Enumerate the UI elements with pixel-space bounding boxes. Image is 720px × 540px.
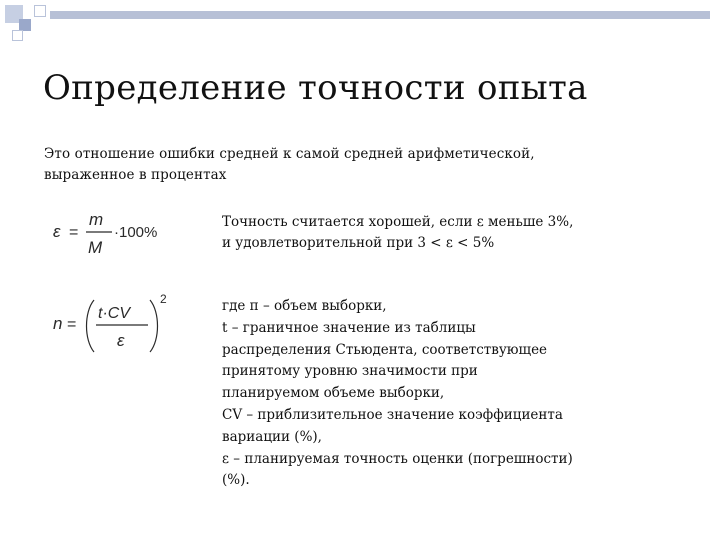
definition-line: Это отношение ошибки средней к самой средней арифметической, xyxy=(44,146,535,162)
formula-equals: = xyxy=(67,316,77,333)
formula-denominator: M xyxy=(88,238,103,257)
formula-legend xyxy=(222,296,573,492)
legend-line: ε – планируемая точность оценки (погрешности) xyxy=(222,450,573,467)
formula-lhs: ε xyxy=(53,222,61,241)
legend-line: CV – приблизительное значение коэффициента xyxy=(222,406,563,423)
legend-line: вариации (%), xyxy=(222,428,322,445)
sample-size-formula xyxy=(50,290,190,360)
accuracy-formula xyxy=(50,203,200,261)
definition-text xyxy=(44,144,535,186)
formula-equals: = xyxy=(69,224,79,241)
legend-line: (%). xyxy=(222,472,250,489)
quality-line: и удовлетворительной при 3 < ε < 5% xyxy=(222,235,495,251)
formula-lhs: n xyxy=(53,314,63,333)
formula-numerator: m xyxy=(89,210,104,229)
legend-line: распределения Стьюдента, соответствующее xyxy=(222,341,548,358)
accuracy-quality-note xyxy=(222,212,573,254)
definition-line: выраженное в процентах xyxy=(44,167,227,183)
left-paren xyxy=(87,300,95,352)
formula-multiplier: ·100% xyxy=(114,224,158,241)
formula-numerator: t·CV xyxy=(98,305,130,322)
legend-line: t – граничное значение из таблицы xyxy=(222,319,476,336)
slide-title: Определение точности опыта xyxy=(43,68,588,108)
decor-square-outline-top xyxy=(34,5,46,17)
formula-denominator: ε xyxy=(117,331,125,350)
quality-line: Точность считается хорошей, если ε меньше 3%, xyxy=(222,214,574,230)
formula-exponent: 2 xyxy=(160,292,167,306)
legend-line: где п – объем выборки, xyxy=(222,298,387,314)
legend-line: принятому уровню значимости при xyxy=(222,363,478,380)
legend-line: планируемом объеме выборки, xyxy=(222,385,445,402)
decor-square-outline-left xyxy=(12,30,23,41)
decor-top-bar xyxy=(50,11,710,19)
right-paren xyxy=(150,300,158,352)
